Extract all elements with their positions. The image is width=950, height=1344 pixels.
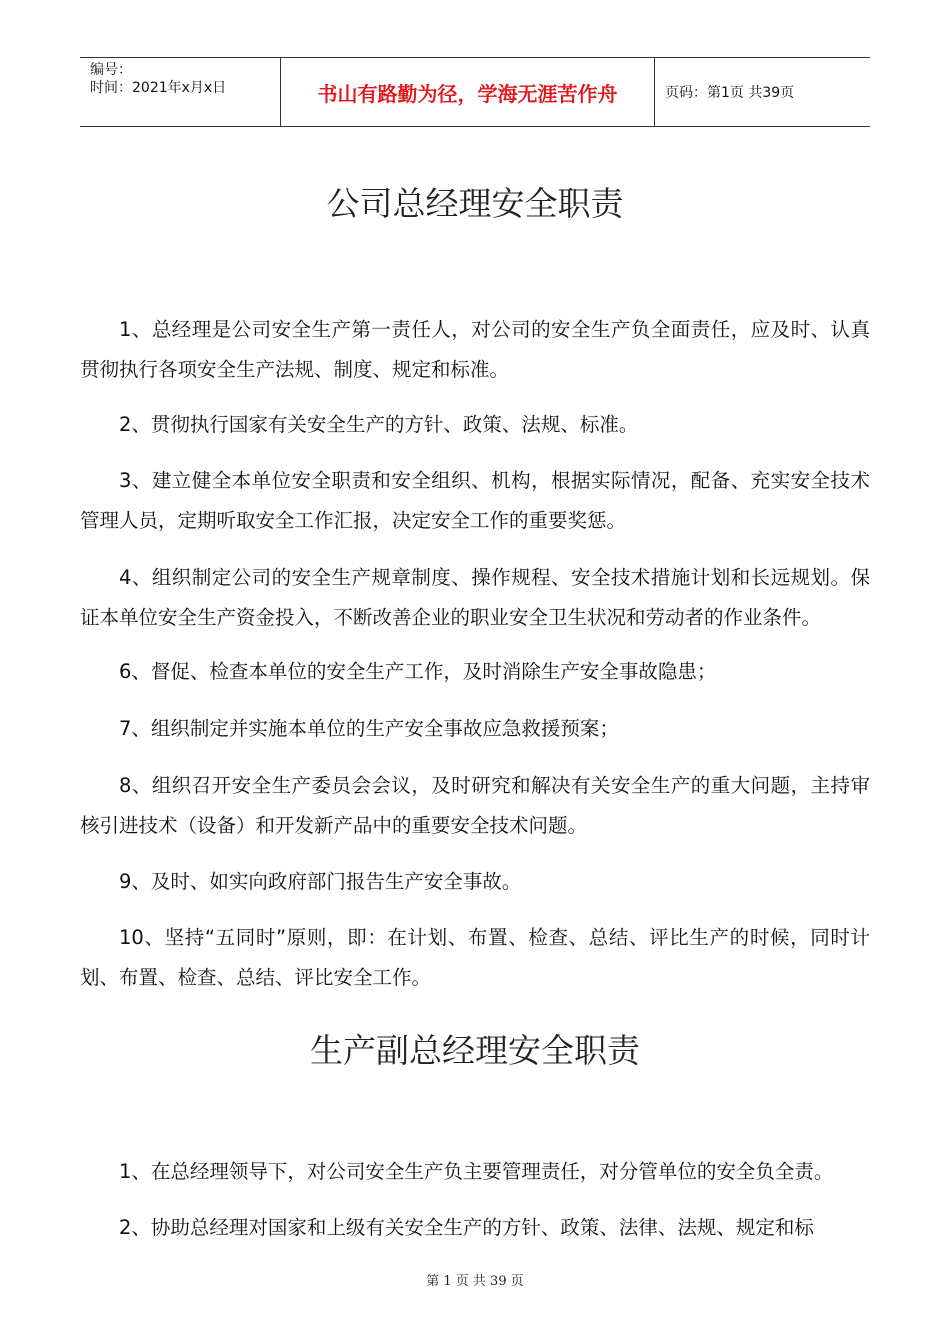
- paragraph: 9、及时、如实向政府部门报告生产安全事故。: [119, 870, 522, 893]
- paragraph: 7、组织制定并实施本单位的生产安全事故应急救援预案；: [119, 717, 619, 740]
- paragraph: 6、督促、检查本单位的安全生产工作，及时消除生产安全事故隐患；: [119, 660, 717, 683]
- document-time-label: 时间：2021年x月x日: [90, 80, 227, 96]
- document-number-label: 编号：: [90, 62, 132, 78]
- section2-title: 生产副总经理安全职责: [310, 1031, 640, 1070]
- page-footer: 第 1 页 共 39 页: [426, 1274, 524, 1289]
- paragraph: 10、坚持“五同时”原则，即：在计划、布置、检查、总结、评比生产的时候，同时计划、布置、检查、总结、评比安全工作。: [80, 926, 870, 989]
- section1-title: 公司总经理安全职责: [326, 184, 624, 223]
- paragraph: 1、总经理是公司安全生产第一责任人，对公司的安全生产负全面责任，应及时、认真贯彻执行各项安全生产法规、制度、规定和标准。: [80, 318, 870, 381]
- paragraph: 4、组织制定公司的安全生产规章制度、操作规程、安全技术措施计划和长远规划。保证本单位安全生产资金投入，不断改善企业的职业安全卫生状况和劳动者的作业条件。: [80, 566, 870, 629]
- paragraph: 1、在总经理领导下，对公司安全生产负主要管理责任，对分管单位的安全负全责。: [119, 1160, 834, 1183]
- paragraph: 2、贯彻执行国家有关安全生产的方针、政策、法规、标准。: [119, 413, 639, 436]
- header-page-info: 页码：第1页 共39页: [665, 85, 795, 101]
- header-meta: [80, 58, 281, 126]
- page-header: [80, 57, 870, 127]
- paragraph: 8、组织召开安全生产委员会会议，及时研究和解决有关安全生产的重大问题，主持审核引进技术（设备）和开发新产品中的重要安全技术问题。: [80, 774, 870, 837]
- paragraph: 3、建立健全本单位安全职责和安全组织、机构，根据实际情况，配备、充实安全技术管理人员，定期听取安全工作汇报，决定安全工作的重要奖惩。: [80, 469, 870, 532]
- paragraph: 2、协助总经理对国家和上级有关安全生产的方针、政策、法律、法规、规定和标: [119, 1216, 814, 1239]
- header-motto: 书山有路勤为径，学海无涯苦作舟: [281, 58, 655, 126]
